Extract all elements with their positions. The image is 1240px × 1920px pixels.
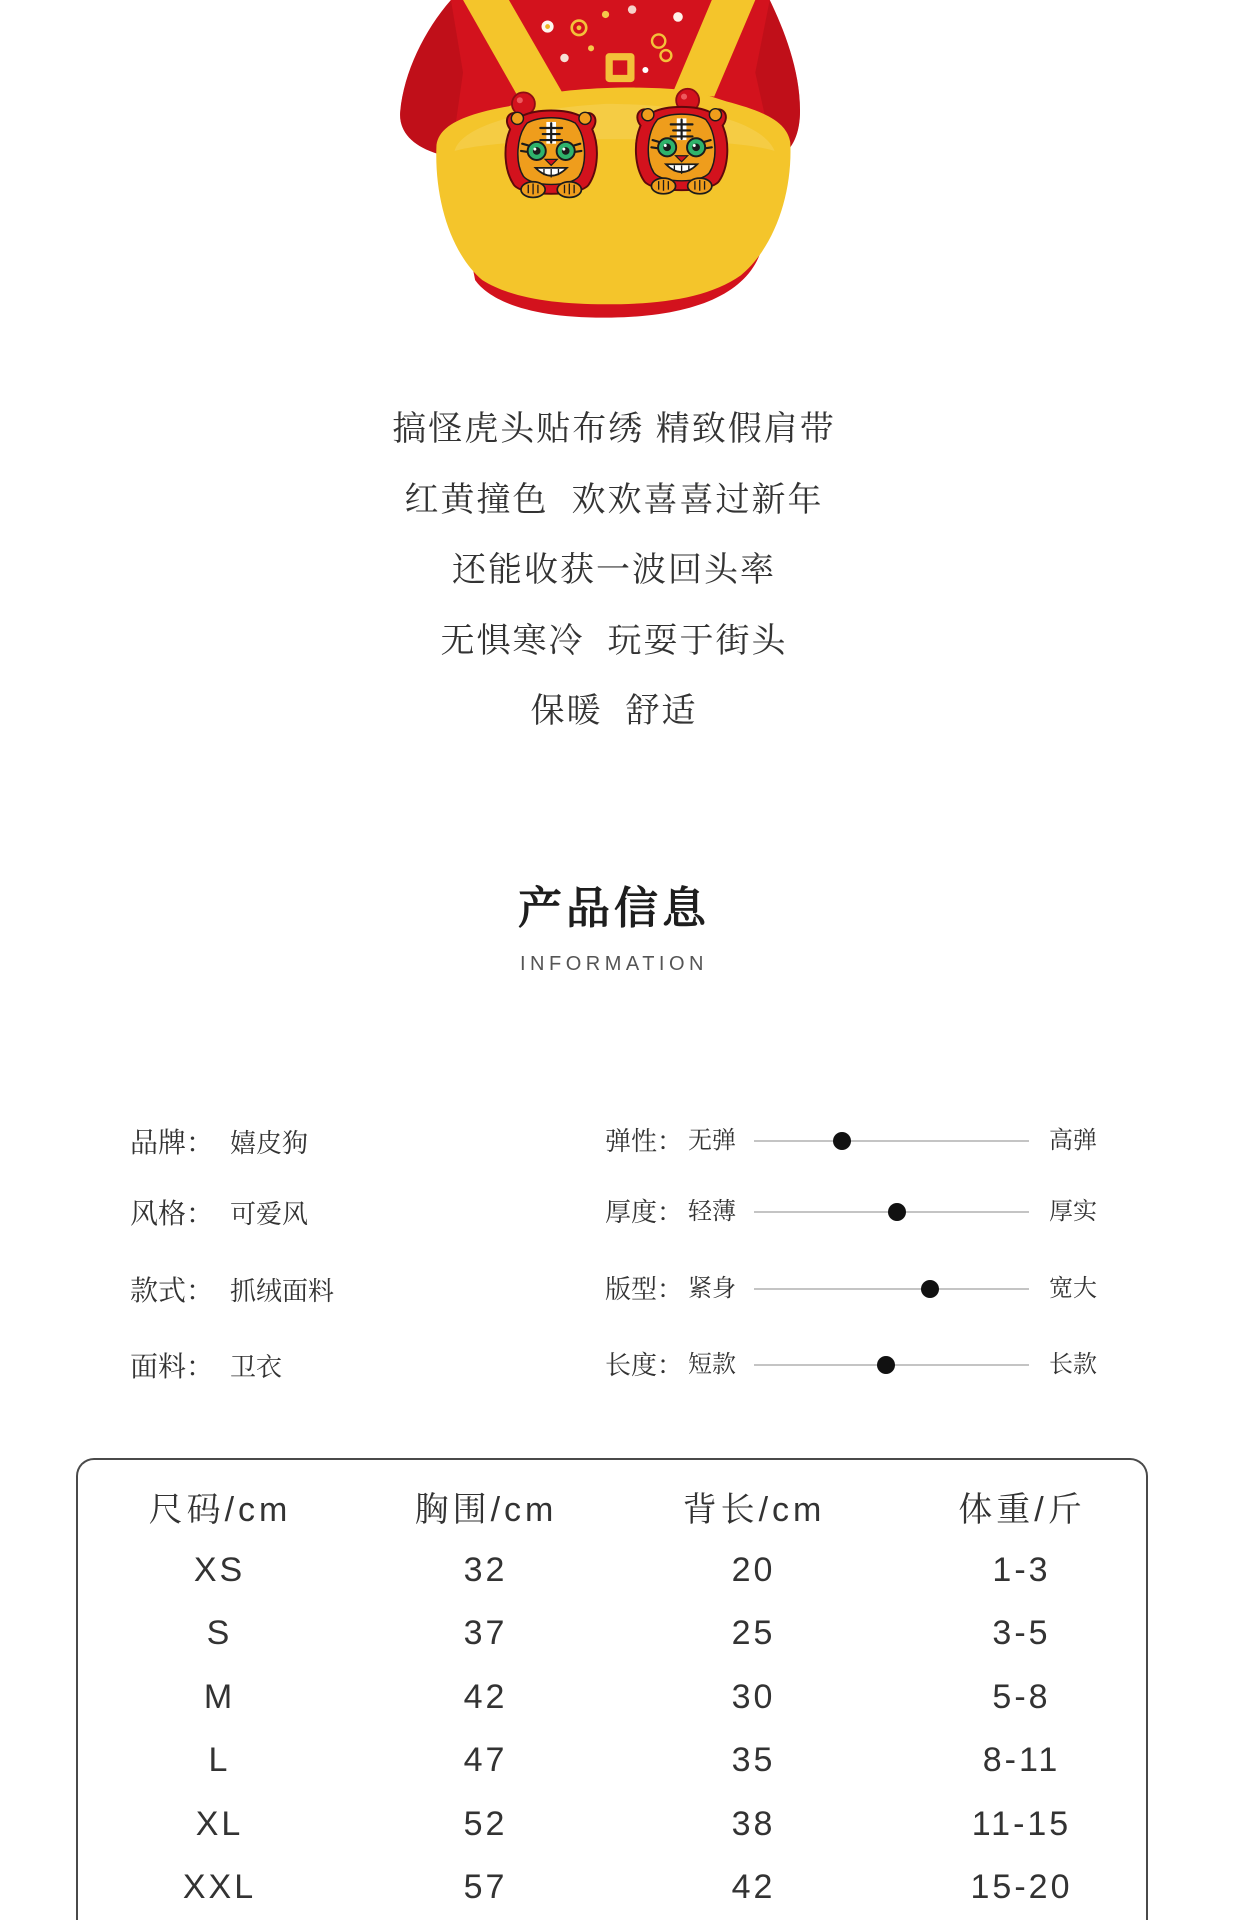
attribute-value: 抓绒面料	[230, 1275, 335, 1306]
size-chart-cell: 5-8	[992, 1677, 1051, 1716]
size-chart-row	[78, 1666, 1146, 1730]
scale-marker	[833, 1132, 851, 1150]
size-chart-cell: 57	[463, 1868, 508, 1907]
attribute-label: 风格：	[130, 1198, 215, 1229]
size-chart-cell: 1-3	[992, 1550, 1051, 1589]
tagline-line: 还能收获一波回头率	[452, 551, 776, 589]
size-chart-cell: S	[206, 1614, 233, 1653]
size-chart-cell: 11-15	[971, 1804, 1072, 1843]
attribute-value: 卫衣	[230, 1351, 283, 1382]
scale-row-thickness	[0, 1192, 1240, 1232]
scale-label: 厚度：	[605, 1197, 684, 1227]
size-chart-cell: 52	[463, 1804, 508, 1843]
tiger-patch-right	[636, 107, 727, 194]
scale-row-fit	[0, 1269, 1240, 1309]
attribute-value: 可爱风	[230, 1198, 309, 1229]
attribute-value: 嬉皮狗	[230, 1127, 309, 1158]
size-chart-cell: 37	[463, 1614, 508, 1653]
size-chart-cell: 25	[731, 1614, 776, 1653]
scale-min-label: 轻薄	[688, 1198, 736, 1225]
size-chart-row	[78, 1793, 1146, 1857]
pet-sweater-illustration	[394, 0, 805, 320]
size-chart-cell: 42	[463, 1677, 508, 1716]
size-chart-row	[78, 1539, 1146, 1603]
tagline-line: 无惧寒冷 玩耍于街头	[440, 621, 788, 660]
size-chart-row	[78, 1856, 1146, 1920]
scale-marker	[888, 1203, 906, 1221]
attribute-label: 品牌：	[130, 1127, 215, 1158]
size-chart-cell: 35	[731, 1741, 776, 1780]
scale-min-label: 短款	[688, 1351, 736, 1378]
scale-track	[754, 1364, 1029, 1366]
scale-label: 弹性：	[605, 1126, 684, 1156]
size-chart-header-cell: 体重/斤	[958, 1491, 1086, 1530]
scale-label: 版型：	[605, 1274, 684, 1304]
scale-max-label: 厚实	[1049, 1198, 1097, 1225]
scale-min-label: 无弹	[688, 1127, 736, 1154]
size-chart-cell: XS	[193, 1550, 246, 1589]
size-chart-row	[78, 1602, 1146, 1666]
scale-marker	[921, 1280, 939, 1298]
section-title: 产品信息	[518, 884, 710, 933]
size-chart-cell: 42	[731, 1868, 776, 1907]
scale-track	[754, 1211, 1029, 1213]
scale-row-elasticity	[0, 1121, 1240, 1161]
tagline-line: 保暖 舒适	[530, 692, 698, 730]
tagline-line: 搞怪虎头贴布绣 精致假肩带	[392, 410, 836, 448]
size-chart-header-cell: 胸围/cm	[414, 1491, 558, 1530]
tagline-line: 红黄撞色 欢欢喜喜过新年	[404, 480, 824, 519]
scale-max-label: 长款	[1049, 1351, 1097, 1378]
size-chart-header-cell: 尺码/cm	[148, 1491, 292, 1530]
scale-max-label: 宽大	[1049, 1275, 1097, 1302]
section-subtitle: INFORMATION	[519, 953, 708, 975]
size-chart-header-cell: 背长/cm	[682, 1491, 826, 1530]
size-chart-cell: 47	[463, 1741, 508, 1780]
scale-label: 长度：	[605, 1350, 684, 1380]
size-chart-cell: 20	[731, 1550, 776, 1589]
size-chart-header-row	[78, 1475, 1146, 1539]
size-chart	[76, 1458, 1148, 1920]
size-chart-cell: 38	[731, 1804, 776, 1843]
size-chart-cell: 15-20	[970, 1868, 1073, 1907]
size-chart-cell: L	[208, 1741, 231, 1780]
size-chart-cell: 3-5	[992, 1614, 1051, 1653]
tagline	[0, 394, 1228, 747]
product-photo	[394, 0, 805, 320]
scale-track	[754, 1288, 1029, 1290]
scale-track	[754, 1140, 1029, 1142]
scale-max-label: 高弹	[1049, 1127, 1097, 1154]
size-chart-cell: M	[203, 1677, 236, 1716]
attribute-label: 款式：	[130, 1275, 215, 1306]
size-chart-row	[78, 1729, 1146, 1793]
scale-row-length	[0, 1345, 1240, 1385]
size-chart-cell: 32	[463, 1550, 508, 1589]
scale-min-label: 紧身	[688, 1275, 736, 1302]
size-chart-cell: XL	[195, 1804, 244, 1843]
size-chart-cell: 8-11	[982, 1741, 1061, 1780]
size-chart-cell: XXL	[182, 1868, 257, 1907]
attribute-label: 面料：	[130, 1351, 215, 1382]
tiger-patch-left	[505, 110, 596, 197]
size-chart-cell: 30	[731, 1677, 776, 1716]
scale-marker	[877, 1356, 895, 1374]
